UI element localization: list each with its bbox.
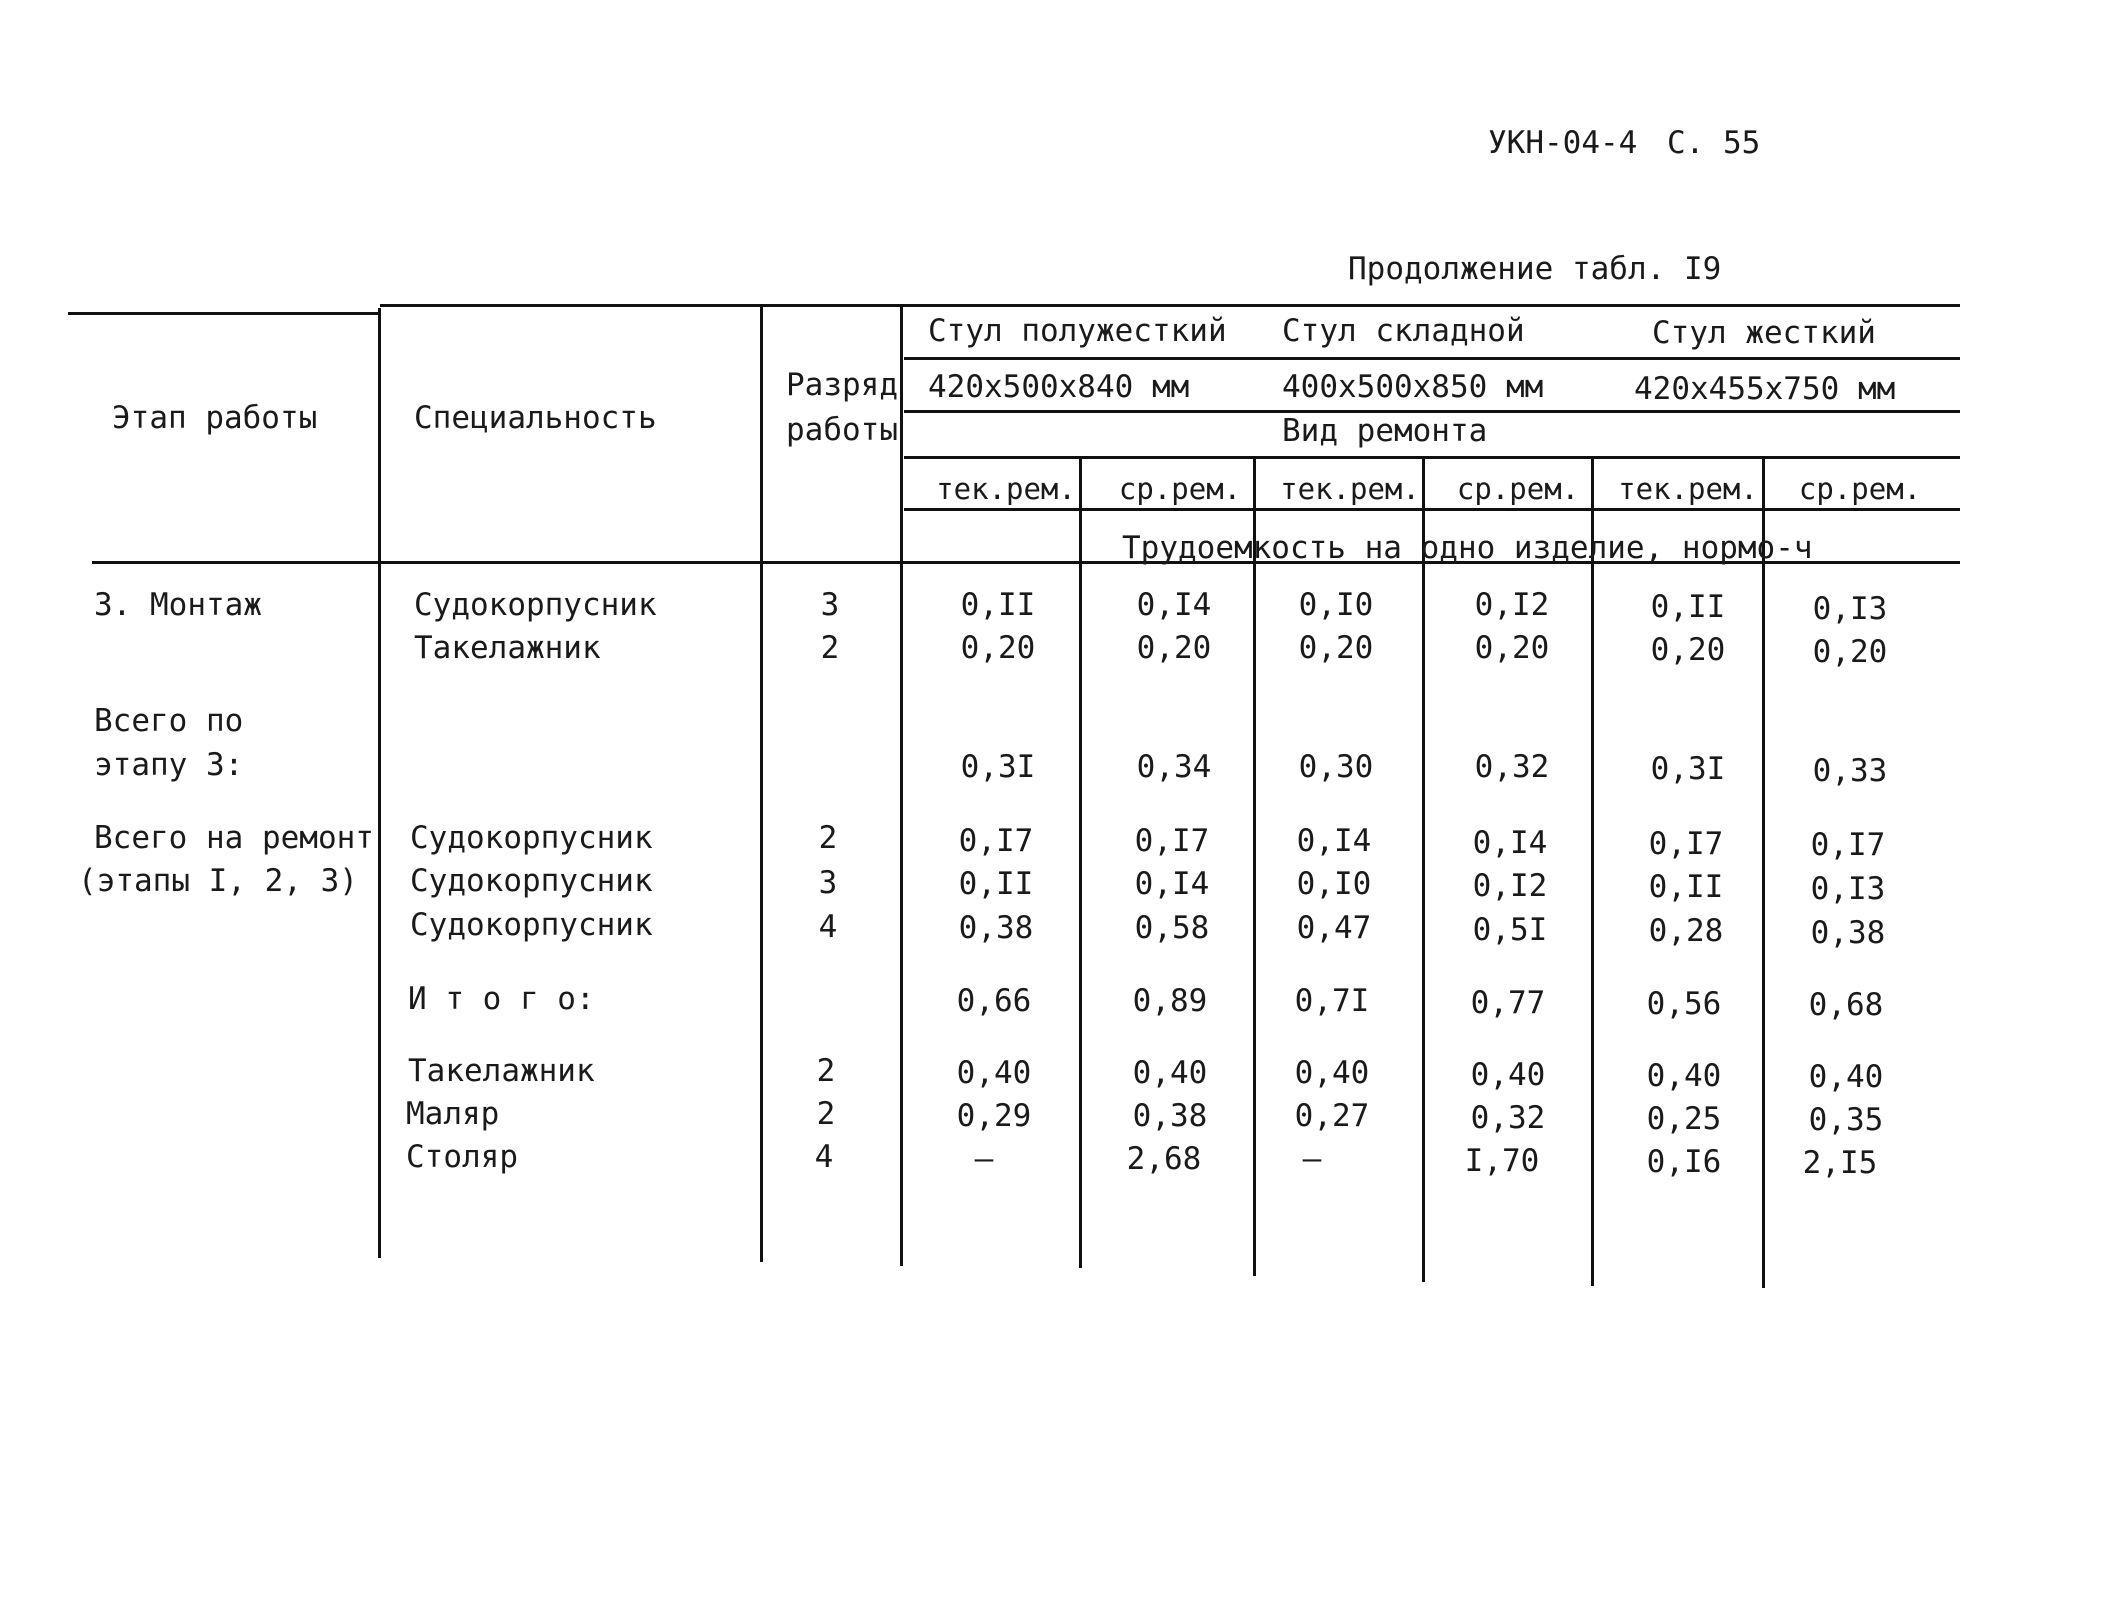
col-rule-v5	[1762, 456, 1765, 1288]
value-cell: 0,20	[1136, 630, 1212, 666]
stage-3-label: 3. Монтаж	[94, 587, 262, 623]
value-cell: 0,40	[1294, 1055, 1370, 1091]
value-cell: 0,28	[1648, 913, 1724, 949]
value-cell: 0,35	[1808, 1102, 1884, 1138]
value-cell: 0,I7	[1134, 823, 1210, 859]
repair-kind-4: ср.рем.	[1456, 472, 1580, 506]
col-rule-grade	[900, 304, 903, 1266]
col-rule-v1	[1079, 456, 1082, 1268]
col-rule-v4	[1591, 456, 1594, 1286]
value-cell: 2,I5	[1802, 1145, 1878, 1181]
value-cell: 0,38	[1810, 915, 1886, 951]
page-number: С. 55	[1667, 125, 1761, 161]
value-cell: 0,40	[1808, 1059, 1884, 1095]
value-cell: 0,66	[956, 983, 1032, 1019]
value-cell: 0,I3	[1812, 591, 1888, 627]
value-cell: 0,29	[956, 1098, 1032, 1134]
value-cell: 0,32	[1470, 1100, 1546, 1136]
row-grade: 3	[820, 587, 840, 623]
col-rule-v3	[1422, 456, 1425, 1282]
row-grade: 4	[814, 1139, 834, 1175]
row-grade: 2	[820, 630, 840, 666]
value-cell: 0,40	[1646, 1058, 1722, 1094]
value-cell: 0,II	[1650, 589, 1726, 625]
value-cell: 0,I2	[1472, 868, 1548, 904]
row-specialty: Столяр	[406, 1139, 518, 1175]
value-cell: 0,I2	[1474, 587, 1550, 623]
product-size-rule	[904, 357, 1960, 360]
value-cell: 0,I7	[958, 823, 1034, 859]
value-cell: 0,I4	[1296, 823, 1372, 859]
value-cell: 0,40	[956, 1055, 1032, 1091]
product-size-3: 420х455х750 мм	[1634, 371, 1896, 407]
value-cell: 0,I4	[1134, 866, 1210, 902]
header-grade-line2: работы	[786, 412, 898, 448]
value-cell: 0,I3	[1810, 871, 1886, 907]
product-name-3: Стул жесткий	[1652, 315, 1876, 351]
value-cell: 0,I4	[1136, 587, 1212, 623]
value-cell: 0,3I	[960, 749, 1036, 785]
value-cell: 0,47	[1296, 910, 1372, 946]
value-cell: 0,5I	[1472, 912, 1548, 948]
row-specialty: Судокорпусник	[414, 587, 657, 623]
value-cell: I,70	[1464, 1143, 1540, 1179]
value-cell: 0,II	[960, 587, 1036, 623]
value-cell: 0,58	[1134, 910, 1210, 946]
row-grade: 3	[818, 865, 838, 901]
repair-kind-1: тек.рем.	[936, 472, 1076, 506]
value-cell: –	[1302, 1141, 1322, 1177]
value-cell: 0,3I	[1650, 751, 1726, 787]
stage-total-line2: этапу 3:	[94, 747, 244, 783]
row-grade: 4	[818, 909, 838, 945]
repair-kind-6: ср.рем.	[1798, 472, 1922, 506]
value-cell: 2,68	[1126, 1141, 1202, 1177]
repair-kind-5: тек.рем.	[1618, 472, 1758, 506]
value-cell: 0,33	[1812, 753, 1888, 789]
value-cell: 0,20	[960, 630, 1036, 666]
row-grade: 2	[816, 1096, 836, 1132]
value-cell: 0,20	[1650, 632, 1726, 668]
row-grade: 2	[816, 1053, 836, 1089]
table-top-rule-right	[380, 304, 1960, 307]
repair-total-line2: (этапы I, 2, 3)	[78, 863, 358, 899]
document-code: УКН-04-4	[1488, 125, 1638, 161]
value-cell: 0,38	[958, 910, 1034, 946]
header-grade-line1: Разряд	[786, 367, 898, 403]
header-stage: Этап работы	[112, 400, 318, 436]
value-cell: 0,I0	[1296, 866, 1372, 902]
row-specialty: Судокорпусник	[410, 863, 653, 899]
value-cell: 0,20	[1298, 630, 1374, 666]
row-grade: 2	[818, 820, 838, 856]
repair-kinds-rule	[904, 508, 1960, 511]
row-specialty: Судокорпусник	[410, 820, 653, 856]
value-cell: 0,30	[1298, 749, 1374, 785]
value-cell: 0,I0	[1298, 587, 1374, 623]
value-cell: 0,I7	[1648, 826, 1724, 862]
table-caption: Продолжение табл. I9	[1348, 251, 1722, 287]
value-cell: 0,56	[1646, 986, 1722, 1022]
row-specialty: Такелажник	[414, 630, 601, 666]
stage-total-line1: Всего по	[94, 703, 244, 739]
value-cell: 0,II	[958, 866, 1034, 902]
col-rule-v2	[1253, 456, 1256, 1276]
value-cell: 0,II	[1648, 869, 1724, 905]
value-cell: 0,32	[1474, 749, 1550, 785]
repair-kind-2: ср.рем.	[1118, 472, 1242, 506]
value-cell: 0,68	[1808, 987, 1884, 1023]
value-cell: 0,27	[1294, 1098, 1370, 1134]
table-top-rule	[68, 312, 380, 315]
value-cell: –	[974, 1141, 994, 1177]
value-cell: 0,I7	[1810, 827, 1886, 863]
repair-type-rule	[904, 456, 1960, 459]
product-name-1: Стул полужесткий	[928, 313, 1227, 349]
row-specialty: И т о г о:	[408, 981, 595, 1017]
header-repair-type: Вид ремонта	[1282, 413, 1488, 449]
value-cell: 0,77	[1470, 985, 1546, 1021]
value-cell: 0,I4	[1472, 825, 1548, 861]
col-rule-specialty	[760, 304, 763, 1262]
product-size-2: 400х500х850 мм	[1282, 369, 1544, 405]
value-cell: 0,40	[1132, 1055, 1208, 1091]
repair-kind-3: тек.рем.	[1280, 472, 1420, 506]
value-cell: 0,20	[1474, 630, 1550, 666]
product-name-2: Стул складной	[1282, 313, 1525, 349]
value-cell: 0,25	[1646, 1101, 1722, 1137]
value-cell: 0,40	[1470, 1057, 1546, 1093]
labor-unit-label: Трудоемкость на одно изделие, нормо-ч	[1122, 530, 1813, 566]
row-specialty: Такелажник	[408, 1053, 595, 1089]
repair-total-line1: Всего на ремонт	[94, 820, 374, 856]
value-cell: 0,34	[1136, 749, 1212, 785]
value-cell: 0,38	[1132, 1098, 1208, 1134]
value-cell: 0,7I	[1294, 983, 1370, 1019]
col-rule-stage	[378, 308, 381, 1258]
row-specialty: Судокорпусник	[410, 907, 653, 943]
row-specialty: Маляр	[406, 1096, 500, 1132]
value-cell: 0,20	[1812, 634, 1888, 670]
product-size-1: 420х500х840 мм	[928, 369, 1190, 405]
value-cell: 0,I6	[1646, 1144, 1722, 1180]
header-specialty: Специальность	[414, 400, 657, 436]
value-cell: 0,89	[1132, 983, 1208, 1019]
